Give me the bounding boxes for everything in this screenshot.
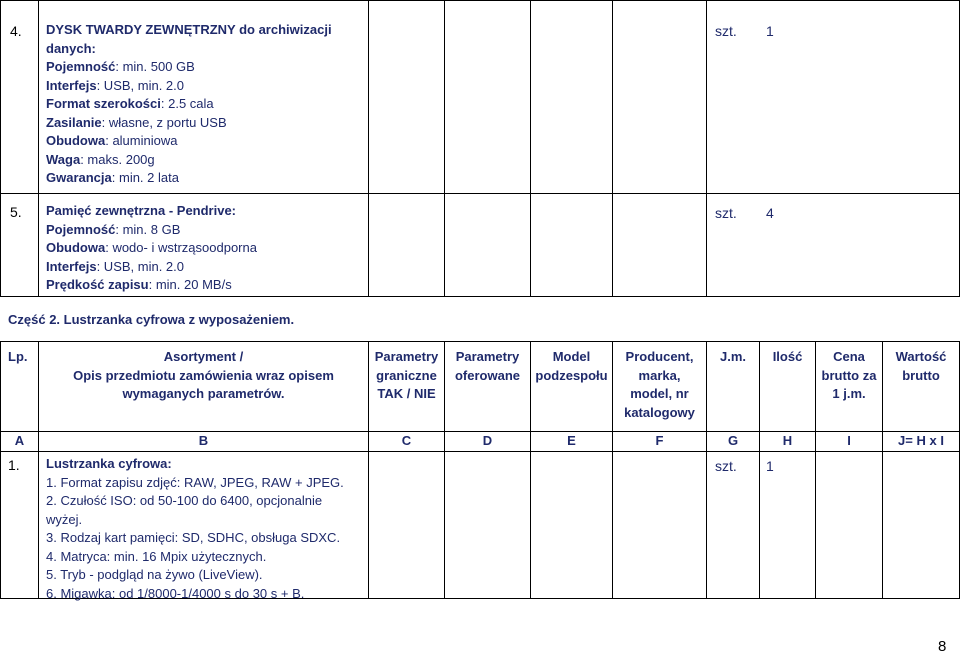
header-line: 1 j.m. <box>832 386 866 401</box>
header-line: Parametry <box>455 349 520 364</box>
page-number: 8 <box>938 638 947 655</box>
column-letter: A <box>14 433 25 448</box>
spec-value: : min. 8 GB <box>115 221 181 237</box>
row-4-unit: szt. <box>715 23 737 39</box>
spec-item: 2. Czułość ISO: od 50-100 do 6400, opcjonalnie <box>46 493 323 508</box>
section-title: Część 2. Lustrzanka cyfrowa z wyposażeniem. <box>8 312 295 327</box>
row-1-qty: 1 <box>766 458 774 474</box>
header-wartosc <box>883 348 959 385</box>
column-letter: F <box>655 433 664 448</box>
header-line: Model <box>552 349 591 364</box>
header-asortyment <box>39 348 368 404</box>
column-letter: H <box>782 433 793 448</box>
spec-label: Gwarancja <box>46 170 112 185</box>
header-jm: J.m. <box>719 349 746 364</box>
row-4-lp: 4. <box>10 23 22 39</box>
header-line: Producent, <box>625 349 694 364</box>
row-4-line-1: DYSK TWARDY ZEWNĘTRZNY do archiwizacji <box>46 22 332 37</box>
header-producent <box>613 348 706 422</box>
spec-label: Obudowa <box>46 240 106 255</box>
spec-label: Pojemność <box>46 221 116 237</box>
column-letter: E <box>567 433 576 448</box>
spec-value: : własne, z portu USB <box>101 114 227 130</box>
header-line: podzespołu <box>535 367 608 383</box>
spec-value: : maks. 200g <box>80 151 155 167</box>
spec-label: Zasilanie <box>46 114 102 130</box>
row-4-line-2: danych: <box>46 40 96 56</box>
row-5-line-1: Pamięć zewnętrzna - Pendrive: <box>46 203 237 218</box>
header-line: wymaganych parametrów. <box>122 386 285 401</box>
header-line: Wartość <box>895 349 947 364</box>
row-1-lp: 1. <box>8 457 20 473</box>
row-4-qty: 1 <box>766 23 774 39</box>
spec-value: : 2.5 cala <box>160 96 214 111</box>
column-letter: D <box>482 433 493 448</box>
header-model <box>531 348 612 385</box>
header-lp: Lp. <box>8 349 28 364</box>
spec-value: : min. 500 GB <box>115 59 195 74</box>
column-letter: B <box>198 433 209 448</box>
header-line: model, nr <box>630 386 689 401</box>
spec-label: Prędkość zapisu <box>46 277 149 292</box>
header-ilosc: Ilość <box>772 349 803 364</box>
row-1-unit: szt. <box>715 458 737 474</box>
header-line: oferowane <box>454 367 520 383</box>
spec-item: 1. Format zapisu zdjęć: RAW, JPEG, RAW + JPEG. <box>46 474 344 490</box>
row-5-lp: 5. <box>10 204 22 220</box>
spec-value: : USB, min. 2.0 <box>96 258 184 274</box>
spec-item: 4. Matryca: min. 16 Mpix użytecznych. <box>46 548 267 564</box>
header-line: marka, <box>638 367 681 383</box>
spec-value: : wodo- i wstrząsoodporna <box>105 240 257 255</box>
spec-label: Format szerokości <box>46 96 161 111</box>
row-5-description <box>46 202 257 295</box>
header-line: brutto za <box>821 367 877 383</box>
spec-label: Interfejs <box>46 77 97 93</box>
header-line: Cena <box>833 349 865 364</box>
spec-item: 5. Tryb - podgląd na żywo (LiveView). <box>46 567 263 582</box>
row-5-qty: 4 <box>766 205 774 221</box>
spec-value: : USB, min. 2.0 <box>96 77 184 93</box>
spec-label: Pojemność <box>46 59 116 74</box>
spec-label: Waga <box>46 151 81 167</box>
header-param-graniczne <box>369 348 444 404</box>
column-letter: G <box>727 433 739 448</box>
spec-value: : min. 20 MB/s <box>148 277 232 292</box>
header-cena <box>816 348 882 404</box>
row-1-title: Lustrzanka cyfrowa: <box>46 456 172 471</box>
spec-value: : min. 2 lata <box>111 170 179 185</box>
header-line: brutto <box>902 367 940 383</box>
column-letter: J= H x I <box>898 433 944 448</box>
header-param-oferowane <box>445 348 530 385</box>
row-5-unit: szt. <box>715 205 737 221</box>
column-letter: C <box>401 433 412 448</box>
spec-label: Obudowa <box>46 133 106 148</box>
header-line: katalogowy <box>624 404 695 420</box>
spec-item: 3. Rodzaj kart pamięci: SD, SDHC, obsługa SDXC. <box>46 530 341 545</box>
row-4-description <box>46 21 332 188</box>
spec-value: : aluminiowa <box>105 133 178 148</box>
spec-item: 6. Migawka: od 1/8000-1/4000 s do 30 s + B. <box>46 585 305 601</box>
spec-label: Interfejs <box>46 258 97 274</box>
column-letter: I <box>847 433 851 448</box>
header-line: TAK / NIE <box>377 386 436 401</box>
header-line: Asortyment / <box>163 349 244 364</box>
header-line: Parametry <box>374 349 439 364</box>
header-line: graniczne <box>376 367 437 383</box>
spec-item: wyżej. <box>46 511 83 527</box>
row-1-description <box>46 455 344 603</box>
header-line: Opis przedmiotu zamówienia wraz opisem <box>73 367 334 383</box>
